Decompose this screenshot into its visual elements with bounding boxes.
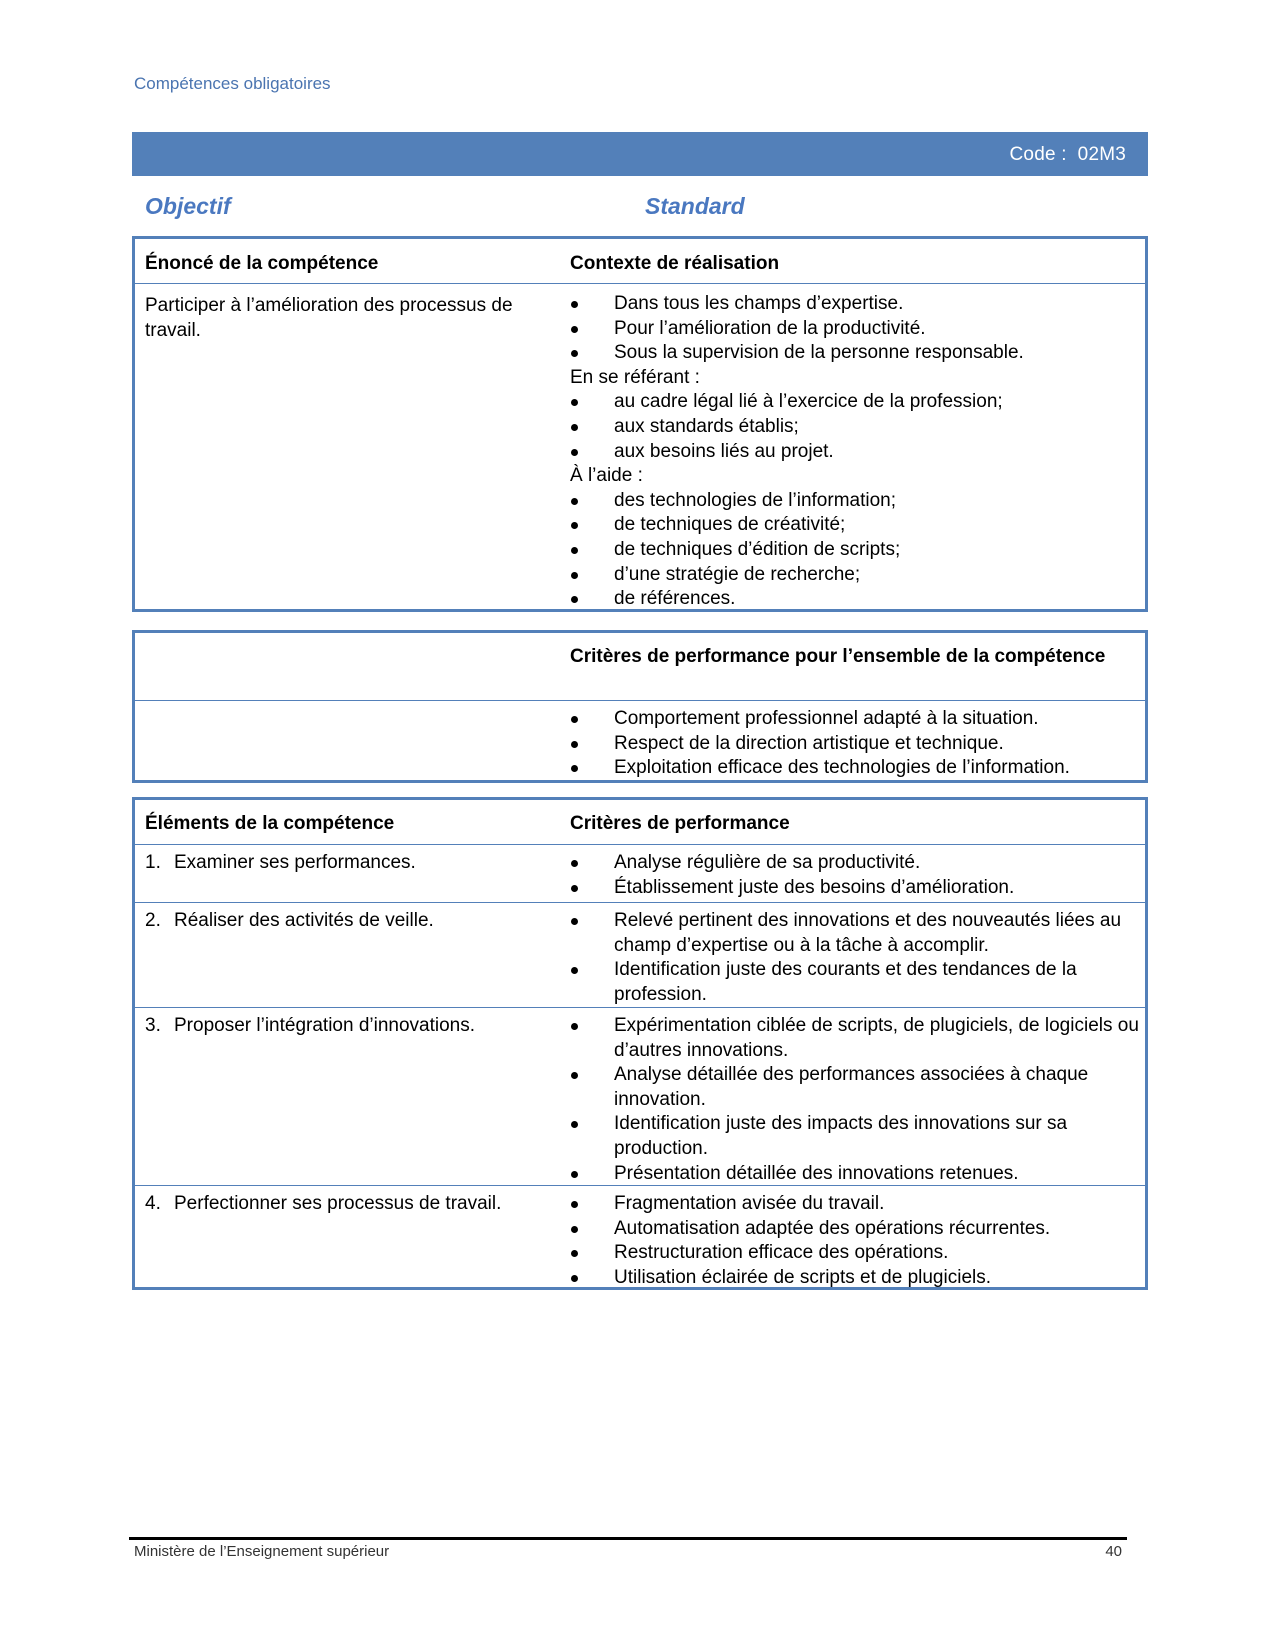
heading-objectif: Objectif [145, 193, 231, 219]
header-elements: Éléments de la compétence [145, 813, 395, 834]
bullet-icon [571, 498, 578, 505]
running-head: Compétences obligatoires [134, 74, 331, 93]
bullet-icon [571, 741, 578, 748]
list-item: Respect de la direction artistique et technique. [570, 732, 1140, 757]
bullet-icon [571, 860, 578, 867]
criteria-list [570, 909, 1140, 1007]
footer-ministry: Ministère de l’Enseignement supérieur [134, 1543, 390, 1560]
list-item: Analyse détaillée des performances associées à chaque innovation. [570, 1063, 1140, 1112]
footer-divider [129, 1537, 1127, 1540]
list-item: Présentation détaillée des innovations retenues. [570, 1162, 1140, 1187]
list-item: de références. [570, 587, 1140, 612]
list-item: Pour l’amélioration de la productivité. [570, 317, 1140, 342]
lead-in-text: À l’aide : [570, 465, 643, 487]
bullet-icon [571, 1072, 578, 1079]
lead-in-text: En se référant : [570, 366, 700, 388]
context-list [570, 292, 1140, 612]
list-item: Exploitation efficace des technologies de l’information. [570, 756, 1140, 781]
page-footer [134, 1543, 1122, 1560]
list-item: de techniques de créativité; [570, 513, 1140, 538]
criteria-list [570, 851, 1140, 900]
list-item: Comportement professionnel adapté à la situation. [570, 707, 1140, 732]
elements-criteria-table [132, 797, 1148, 1290]
code-label: Code : [1009, 144, 1067, 165]
bullet-icon [571, 449, 578, 456]
section-headings [145, 193, 765, 221]
bullet-icon [571, 1250, 578, 1257]
page-number: 40 [1105, 1543, 1122, 1560]
table-header [135, 800, 1145, 845]
list-item: Expérimentation ciblée de scripts, de plugiciels, de logiciels ou d’autres innovations. [570, 1014, 1140, 1063]
table-body [135, 701, 1145, 781]
list-item: Identification juste des impacts des innovations sur sa production. [570, 1112, 1140, 1161]
statement-context-table [132, 236, 1148, 612]
element-item: 2. Réaliser des activités de veille. [145, 910, 434, 931]
bullet-icon [571, 716, 578, 723]
table-row [135, 1186, 1145, 1290]
bullet-icon [571, 399, 578, 406]
list-item: d’une stratégie de recherche; [570, 563, 1140, 588]
list-item: Relevé pertinent des innovations et des nouveautés liées au champ d’expertise ou à la tâche à accomplir. [570, 909, 1140, 958]
header-context: Contexte de réalisation [570, 253, 780, 274]
table-row [135, 845, 1145, 903]
list-item: Automatisation adaptée des opérations récurrentes. [570, 1217, 1140, 1242]
list-item: Restructuration efficace des opérations. [570, 1241, 1140, 1266]
bullet-icon [571, 1171, 578, 1178]
list-item: Sous la supervision de la personne responsable. [570, 341, 1140, 366]
bullet-icon [571, 301, 578, 308]
list-item: de techniques d’édition de scripts; [570, 538, 1140, 563]
header-overall-criteria: Critères de performance pour l’ensemble de la compétence [570, 646, 1106, 667]
list-item: Établissement juste des besoins d’amélioration. [570, 876, 1140, 901]
table-row [135, 1008, 1145, 1186]
competency-statement: Participer à l’amélioration des processus de travail. [145, 295, 513, 341]
overall-criteria-list [570, 707, 1140, 781]
element-item: 4. Perfectionner ses processus de travail. [145, 1193, 502, 1214]
bullet-icon [571, 350, 578, 357]
criteria-list [570, 1014, 1140, 1186]
element-item: 3. Proposer l’intégration d’innovations. [145, 1015, 476, 1036]
bullet-icon [571, 1275, 578, 1282]
table-header [135, 239, 1145, 284]
competency-code [1010, 144, 1126, 166]
list-item: des technologies de l’information; [570, 489, 1140, 514]
table-header [135, 633, 1145, 701]
table-row [135, 903, 1145, 1008]
bullet-icon [571, 1226, 578, 1233]
bullet-icon [571, 424, 578, 431]
heading-standard: Standard [645, 193, 745, 219]
criteria-list [570, 1192, 1140, 1290]
code-value: 02M3 [1077, 144, 1126, 165]
overall-criteria-table [132, 630, 1148, 783]
element-item: 1. Examiner ses performances. [145, 852, 416, 873]
bullet-icon [571, 522, 578, 529]
code-band [132, 132, 1148, 176]
bullet-icon [571, 765, 578, 772]
list-item: Identification juste des courants et des tendances de la profession. [570, 958, 1140, 1007]
table-body [135, 284, 1145, 609]
list-item: Fragmentation avisée du travail. [570, 1192, 1140, 1217]
list-item: au cadre légal lié à l’exercice de la profession; [570, 390, 1140, 415]
bullet-icon [571, 967, 578, 974]
bullet-icon [571, 596, 578, 603]
bullet-icon [571, 572, 578, 579]
bullet-icon [571, 918, 578, 925]
list-item: aux besoins liés au projet. [570, 440, 1140, 465]
bullet-icon [571, 1201, 578, 1208]
list-item: Dans tous les champs d’expertise. [570, 292, 1140, 317]
bullet-icon [571, 1023, 578, 1030]
list-item: Analyse régulière de sa productivité. [570, 851, 1140, 876]
bullet-icon [571, 885, 578, 892]
header-statement: Énoncé de la compétence [145, 253, 379, 274]
header-criteria: Critères de performance [570, 813, 790, 834]
bullet-icon [571, 1121, 578, 1128]
list-item: aux standards établis; [570, 415, 1140, 440]
list-item: Utilisation éclairée de scripts et de plugiciels. [570, 1266, 1140, 1291]
bullet-icon [571, 326, 578, 333]
bullet-icon [571, 547, 578, 554]
